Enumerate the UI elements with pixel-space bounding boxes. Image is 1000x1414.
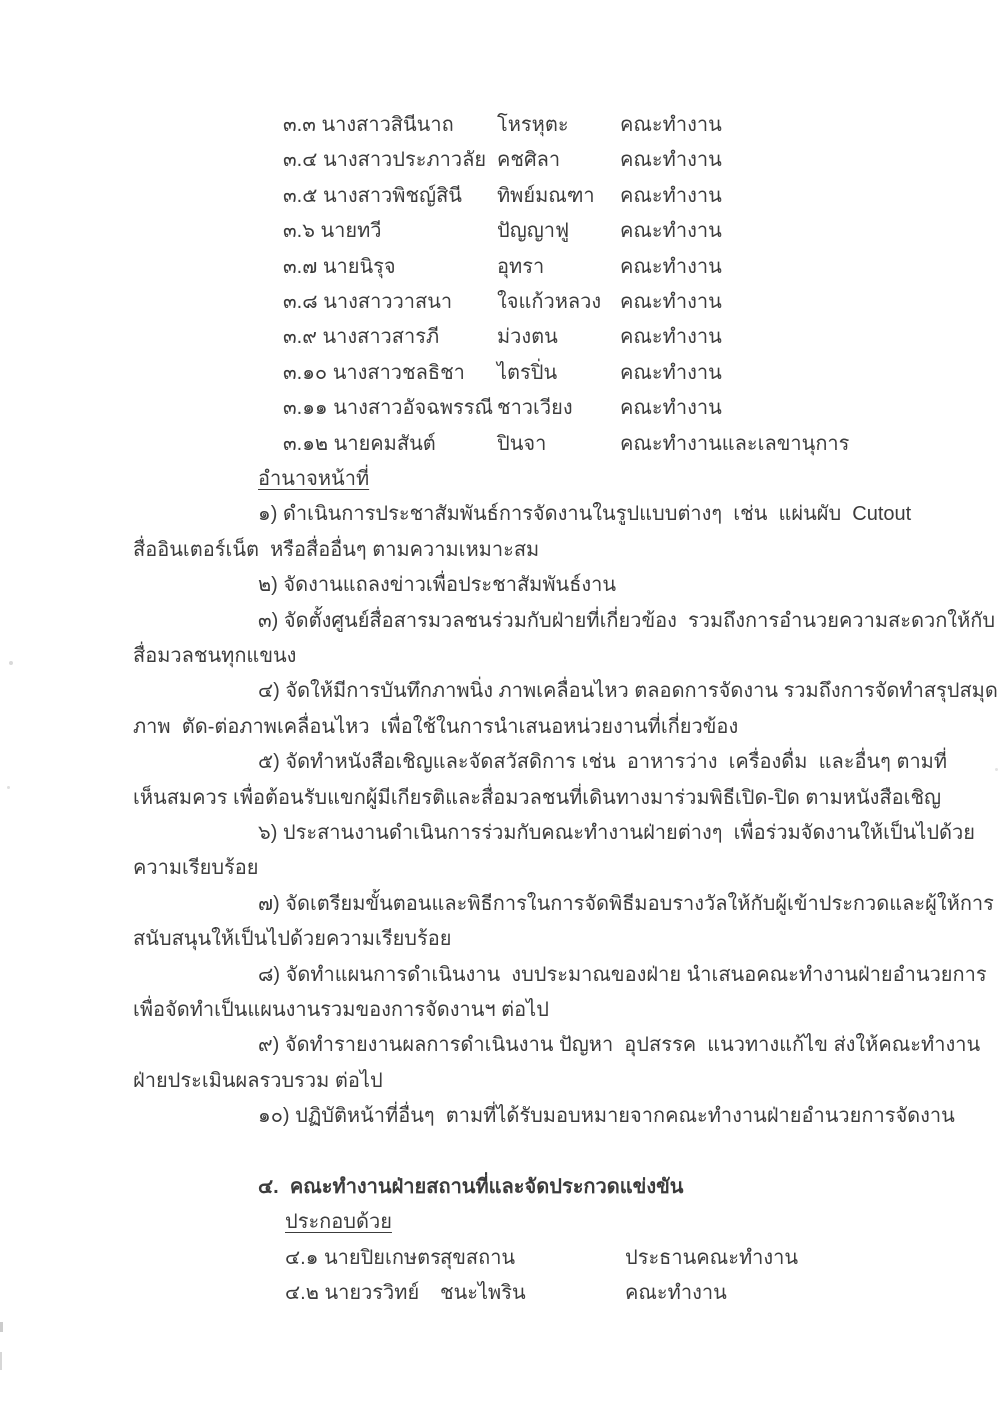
member-number-name	[285, 1243, 441, 1273]
member-number: ๓.๗	[283, 256, 318, 278]
member-row	[0, 429, 1000, 461]
member-surname: ไตรปิ่น	[497, 362, 558, 384]
member-surname: ชนะไพริน	[440, 1282, 526, 1304]
member-surname: ปัญญาฟู	[497, 220, 570, 242]
member-role: คณะทำงาน	[620, 291, 722, 313]
duty-line-continuation: ภาพ ตัด-ต่อภาพเคลื่อนไหว เพื่อใช้ในการนำเสนอหน่วยงานที่เกี่ยวข้อง	[133, 716, 739, 738]
section4-title: คณะทำงานฝ่ายสถานที่และจัดประกวดแข่งขัน	[289, 1176, 684, 1198]
member-name: นายปิยเกษตร	[323, 1247, 441, 1269]
member-row	[0, 145, 1000, 177]
duty-line: ๙) จัดทำรายงานผลการดำเนินงาน ปัญหา อุปสรรค แนวทางแก้ไข ส่งให้คณะทำงาน	[258, 1034, 981, 1056]
member-number-name	[283, 110, 454, 140]
duty-line: ๑๐) ปฏิบัติหน้าที่อื่นๆ ตามที่ได้รับมอบหมายจากคณะทำงานฝ่ายอำนวยการจัดงาน	[258, 1105, 955, 1127]
duty-line-continuation: สนับสนุนให้เป็นไปด้วยความเรียบร้อย	[133, 928, 452, 950]
member-role: คณะทำงานและเลขานุการ	[620, 433, 850, 455]
duty-line-continuation: เพื่อจัดทำเป็นแผนงานรวมของการจัดงานฯ ต่อไป	[133, 999, 549, 1021]
member-number: ๓.๙	[283, 326, 317, 348]
member-number: ๓.๕	[283, 185, 318, 207]
member-number-name	[283, 287, 452, 317]
scan-speck	[7, 786, 10, 789]
member-surname: อุทรา	[497, 256, 545, 278]
duty-line-continuation: สื่ออินเตอร์เน็ต หรือสื่ออื่นๆ ตามความเหมาะสม	[133, 539, 540, 561]
member-name: นายนิรุจ	[322, 256, 396, 278]
member-number: ๓.๘	[283, 291, 318, 313]
member-role: คณะทำงาน	[620, 114, 722, 136]
member-row	[0, 322, 1000, 354]
member-role: คณะทำงาน	[620, 397, 722, 419]
duty-line-continuation: เห็นสมควร เพื่อต้อนรับแขกผู้มีเกียรติและสื่อมวลชนที่เดินทางมาร่วมพิธีเปิด-ปิด ตามหนังสือเชิญ	[133, 787, 942, 809]
member-surname: โหรหุตะ	[497, 114, 569, 136]
member-surname: ใจแก้วหลวง	[497, 291, 602, 313]
member-number: ๓.๔	[283, 149, 318, 171]
member-name: นางสาววาสนา	[323, 291, 453, 313]
section4-subheading: ประกอบด้วย	[285, 1211, 392, 1233]
member-number: ๓.๖	[283, 220, 315, 242]
duty-line: ๘) จัดทำแผนการดำเนินงาน งบประมาณของฝ่าย นำเสนอคณะทำงานฝ่ายอำนวยการ	[258, 964, 987, 986]
member-name: นางสาวพิชญ์สินี	[322, 185, 462, 207]
member-surname: สุขสถาน	[440, 1247, 516, 1269]
member-number-name	[283, 322, 439, 352]
member-row	[0, 216, 1000, 248]
scan-edge-mark	[0, 1322, 3, 1332]
member-role: คณะทำงาน	[620, 220, 722, 242]
member-role: คณะทำงาน	[620, 149, 722, 171]
member-row	[0, 110, 1000, 142]
member-number: ๔.๑	[285, 1247, 319, 1269]
duty-line: ๑) ดำเนินการประชาสัมพันธ์การจัดงานในรูปแบบต่างๆ เช่น แผ่นผับ Cutout	[258, 503, 912, 525]
member-number-name	[283, 393, 493, 423]
member-number: ๓.๑๑	[283, 397, 328, 419]
member-number-name	[283, 252, 396, 282]
member-surname: คชศิลา	[497, 149, 561, 171]
member-row	[0, 1278, 1000, 1310]
member-row	[0, 252, 1000, 284]
duty-line-continuation: สื่อมวลชนทุกแขนง	[133, 645, 297, 667]
member-name: นางสาวชลธิชา	[332, 362, 465, 384]
member-surname: ทิพย์มณฑา	[497, 185, 595, 207]
member-name: นางสาวสินีนาถ	[321, 114, 454, 136]
member-row	[0, 1243, 1000, 1275]
member-row	[0, 181, 1000, 213]
member-role: คณะทำงาน	[620, 185, 722, 207]
member-number-name	[283, 181, 462, 211]
member-name: นางสาวสารภี	[322, 326, 440, 348]
member-role: คณะทำงาน	[625, 1282, 727, 1304]
section4-heading	[258, 1172, 683, 1202]
member-number-name	[283, 145, 486, 175]
duty-line: ๓) จัดตั้งศูนย์สื่อสารมวลชนร่วมกับฝ่ายที่เกี่ยวข้อง รวมถึงการอำนวยความสะดวกให้กับ	[258, 610, 996, 632]
member-number: ๓.๓	[283, 114, 316, 136]
member-number-name	[285, 1278, 419, 1308]
member-name: นายทวี	[320, 220, 382, 242]
member-number: ๓.๑๒	[283, 433, 329, 455]
member-number: ๔.๒	[285, 1282, 319, 1304]
member-role: ประธานคณะทำงาน	[625, 1247, 799, 1269]
member-row	[0, 358, 1000, 390]
member-surname: ชาวเวียง	[497, 397, 573, 419]
scan-edge-mark	[0, 1352, 2, 1370]
duty-line: ๕) จัดทำหนังสือเชิญและจัดสวัสดิการ เช่น อาหารว่าง เครื่องดื่ม และอื่นๆ ตามที่	[258, 751, 948, 773]
member-surname: ปินจา	[497, 433, 547, 455]
scan-speck	[9, 661, 13, 665]
member-role: คณะทำงาน	[620, 256, 722, 278]
duty-line: ๔) จัดให้มีการบันทึกภาพนิ่ง ภาพเคลื่อนไหว ตลอดการจัดงาน รวมถึงการจัดทำสรุปสมุด	[258, 680, 998, 702]
member-name: นายคมสันต์	[333, 433, 436, 455]
member-number-name	[283, 216, 382, 246]
member-number-name	[283, 429, 436, 459]
duty-line: ๖) ประสานงานดำเนินการร่วมกับคณะทำงานฝ่ายต่างๆ เพื่อร่วมจัดงานให้เป็นไปด้วย	[258, 822, 975, 844]
duty-line: ๗) จัดเตรียมขั้นตอนและพิธีการในการจัดพิธีมอบรางวัลให้กับผู้เข้าประกวดและผู้ให้การ	[258, 893, 994, 915]
member-number-name	[283, 358, 465, 388]
member-surname: ม่วงตน	[497, 326, 558, 348]
member-row	[0, 393, 1000, 425]
section4-number: ๔.	[258, 1176, 279, 1198]
duties-heading: อำนาจหน้าที่	[258, 468, 370, 490]
member-name: นางสาวอัจฉพรรณี	[333, 397, 494, 419]
member-number: ๓.๑๐	[283, 362, 328, 384]
duty-line: ๒) จัดงานแถลงข่าวเพื่อประชาสัมพันธ์งาน	[258, 574, 617, 596]
member-role: คณะทำงาน	[620, 362, 722, 384]
member-name: นายวรวิทย์	[324, 1282, 420, 1304]
member-row	[0, 287, 1000, 319]
duty-line-continuation: ฝ่ายประเมินผลรวบรวม ต่อไป	[133, 1070, 383, 1092]
member-role: คณะทำงาน	[620, 326, 722, 348]
duty-line-continuation: ความเรียบร้อย	[133, 857, 259, 879]
member-name: นางสาวประภาวลัย	[322, 149, 487, 171]
scan-speck	[995, 768, 998, 771]
